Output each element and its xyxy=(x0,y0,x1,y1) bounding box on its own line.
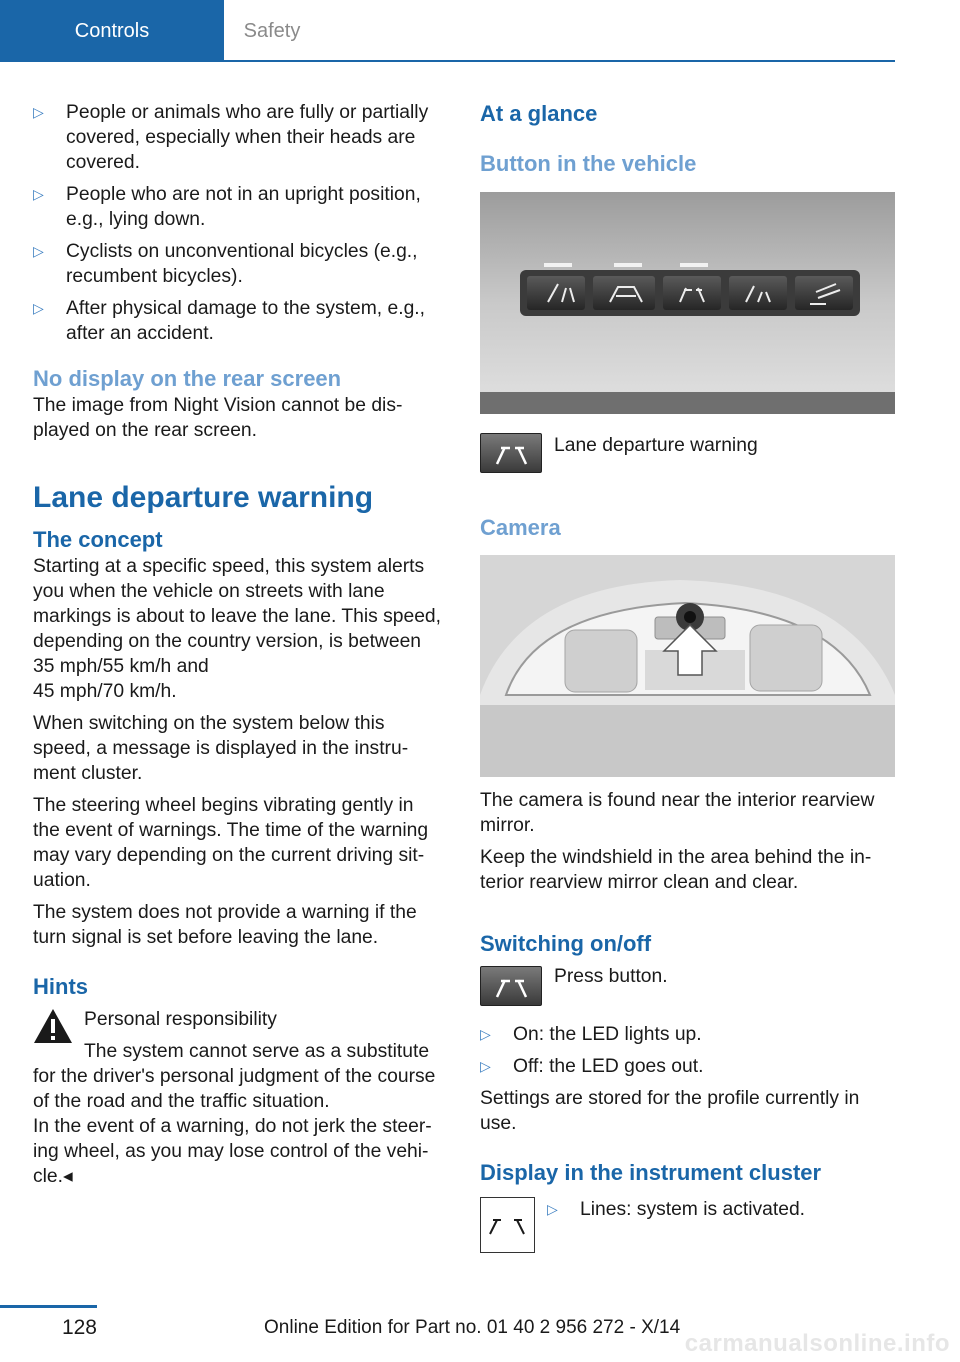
display-row xyxy=(480,1197,895,1253)
concept-paragraph: The steering wheel begins vibrating gently in the event of warnings. The time of the warning may vary depending on the current driving sit‐uation. xyxy=(33,795,429,891)
button-panel-illustration xyxy=(480,192,895,414)
bullet-triangle-icon: ▷ xyxy=(480,1026,491,1042)
settings-text: Settings are stored for the profile currently in use. xyxy=(480,1088,860,1134)
list-item: ▷ Lines: system is activated. xyxy=(547,1199,806,1220)
concept-paragraph: The system does not provide a warning if the turn signal is set before leaving the lane. xyxy=(33,902,417,948)
button-caption: Lane departure warning xyxy=(554,435,758,456)
edition-text: Online Edition for Part no. 01 40 2 956 272 - X/14 xyxy=(264,1317,681,1338)
hints-paragraph: In the event of a warning, do not jerk the steer‐ing wheel, as you may lose control of the vehi‐cle.◂ xyxy=(33,1116,432,1187)
warning-text: The system cannot serve as a substitute for the driver's personal judgment of the course of the road and the traffic situation. xyxy=(33,1041,436,1112)
list-item: ▷ Cyclists on unconventional bicycles (e.g., recumbent bicycles). xyxy=(33,241,418,287)
button-panel-photo xyxy=(480,192,895,414)
bullet-triangle-icon: ▷ xyxy=(33,104,44,120)
tab-controls[interactable]: Controls xyxy=(0,0,224,60)
no-display-text: The image from Night Vision cannot be dis‐played on the rear screen. xyxy=(33,395,403,441)
lane-departure-button-icon xyxy=(480,433,542,473)
tab-safety[interactable]: Safety xyxy=(243,20,301,42)
warning-triangle-icon xyxy=(33,1008,73,1044)
bullet-triangle-icon: ▷ xyxy=(33,186,44,202)
footer-rule xyxy=(0,1305,97,1308)
camera-text: Keep the windshield in the area behind the in‐terior rearview mirror clean and clear. xyxy=(480,847,872,893)
switch-heading: Switching on/off xyxy=(480,931,652,956)
no-display-heading: No display on the rear screen xyxy=(33,366,342,391)
list-item: ▷ People who are not in an upright position, e.g., lying down. xyxy=(33,184,421,230)
left-column xyxy=(33,100,443,1189)
list-item: ▷ On: the LED lights up. xyxy=(480,1024,702,1045)
camera-illustration xyxy=(480,555,895,777)
warning-block xyxy=(33,1007,443,1114)
header-tabs xyxy=(0,0,895,62)
hints-heading: Hints xyxy=(33,974,88,999)
concept-paragraph: When switching on the system below this speed, a message is displayed in the instru‐ment cluster. xyxy=(33,713,409,784)
bullet-triangle-icon: ▷ xyxy=(480,1058,491,1074)
camera-text: The camera is found near the interior rearview mirror. xyxy=(480,790,875,836)
button-caption-row xyxy=(480,433,895,473)
warning-title: Personal responsibility xyxy=(84,1009,277,1030)
right-column xyxy=(480,100,895,1253)
display-heading: Display in the instrument cluster xyxy=(480,1160,822,1185)
camera-photo xyxy=(480,555,895,777)
switch-list xyxy=(480,1022,895,1079)
lane-lines-icon xyxy=(481,434,543,474)
button-heading: Button in the vehicle xyxy=(480,151,697,176)
display-list xyxy=(480,1197,895,1222)
bullet-triangle-icon: ▷ xyxy=(547,1201,558,1217)
concept-paragraph: Starting at a specific speed, this system alerts you when the vehicle on streets with lane markings is about to leave the lane. This speed, depending on the country version, is between 35 mph/55 km/h and 45 mph/70 km/h. xyxy=(33,556,442,702)
list-item: ▷ People or animals who are fully or partially covered, especially when their heads are covered. xyxy=(33,102,429,173)
bullet-triangle-icon: ▷ xyxy=(33,243,44,259)
limitations-list xyxy=(33,100,443,346)
lane-departure-button-icon xyxy=(480,966,542,1006)
switch-text: Press button. xyxy=(554,966,668,987)
list-item: ▷ Off: the LED goes out. xyxy=(480,1056,704,1077)
camera-heading: Camera xyxy=(480,515,561,540)
concept-heading: The concept xyxy=(33,527,163,552)
glance-heading: At a glance xyxy=(480,101,598,126)
lane-lines-icon xyxy=(481,967,543,1007)
watermark: carmanualsonline.info xyxy=(684,1330,950,1357)
switch-row xyxy=(480,964,895,1004)
bullet-triangle-icon: ▷ xyxy=(33,300,44,316)
list-item: ▷ After physical damage to the system, e.g., after an accident. xyxy=(33,298,426,344)
page-number: 128 xyxy=(61,1316,97,1339)
cluster-lines-icon xyxy=(480,1197,535,1253)
section-title: Lane departure warning xyxy=(33,481,374,514)
